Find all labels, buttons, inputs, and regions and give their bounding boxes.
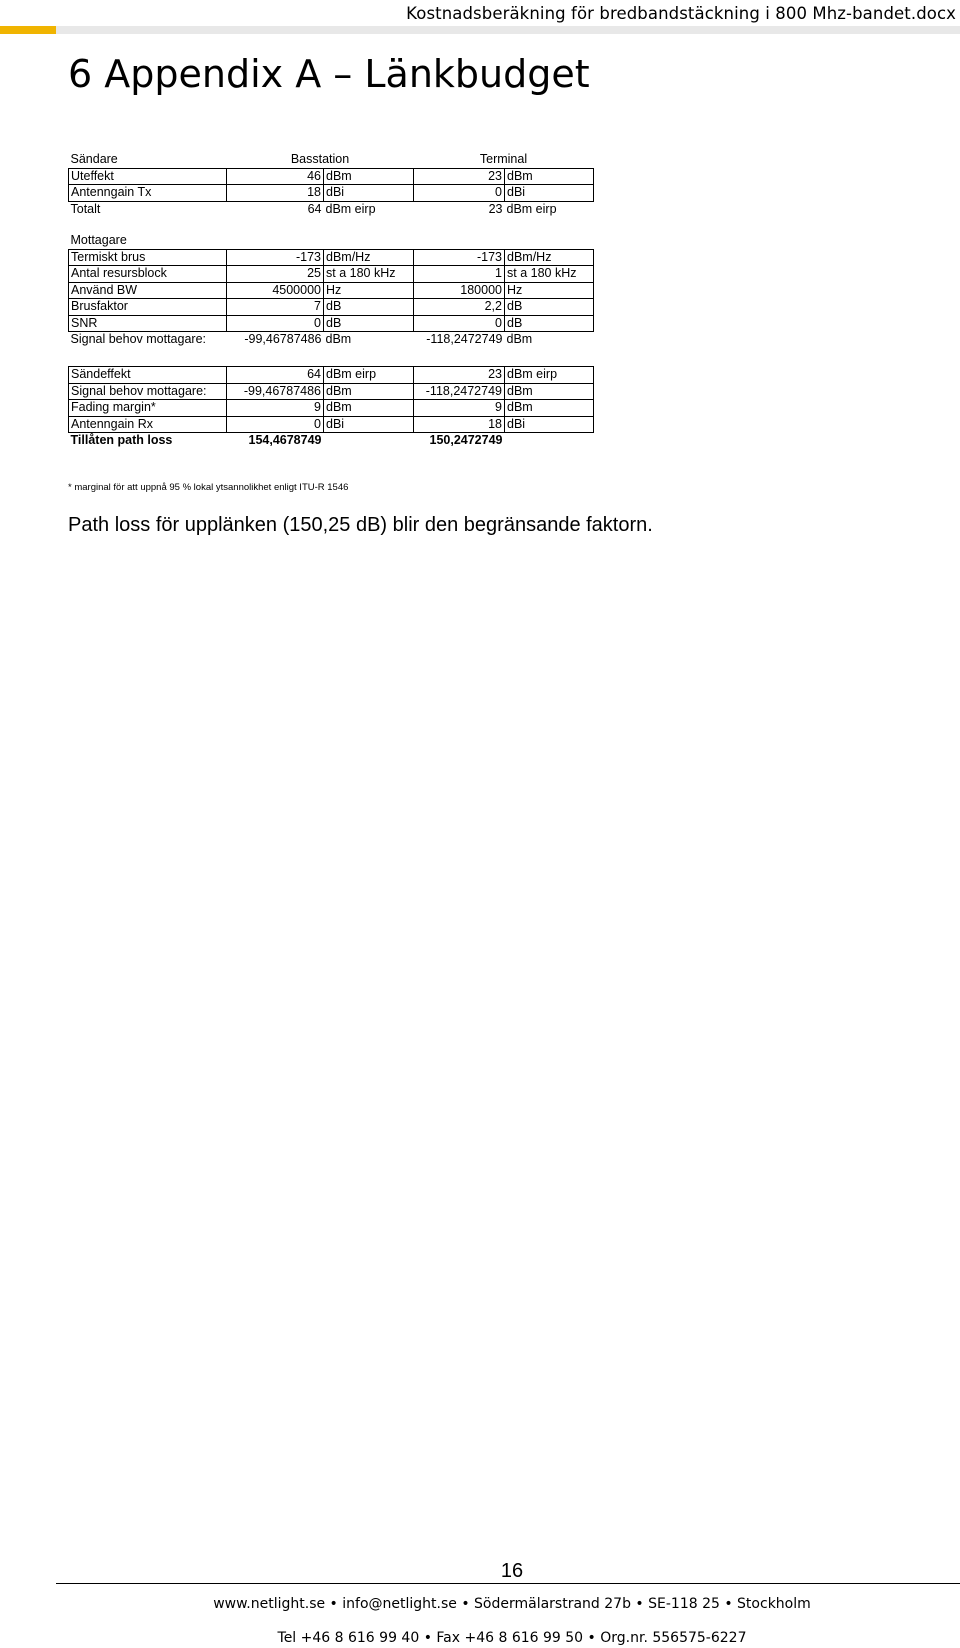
sender-table [68,152,594,217]
header-bar [0,26,960,34]
table-row [69,201,594,217]
row-label: Sändeffekt [69,367,227,384]
result-base-unit [324,433,414,449]
base-unit: dB [324,315,414,332]
footer-contact: www.netlight.se • info@netlight.se • Södermälarstrand 27b • SE-118 25 • Stockholm [213,1596,811,1612]
row-label: Använd BW [69,282,227,299]
base-value: 64 [227,367,324,384]
table-row [69,416,594,433]
terminal-unit: dBm eirp [506,201,557,216]
terminal-unit: dBm eirp [505,367,594,384]
terminal-value: 0 [414,185,505,202]
base-value: 64 [307,201,322,216]
document-title: Kostnadsberäkning för bredbandstäckning i 800 Mhz-bandet.docx [406,4,956,23]
base-value: 7 [227,299,324,316]
result-row [69,433,594,449]
terminal-value: 0 [414,315,505,332]
receiver-header-row [69,233,594,249]
base-unit: dB [324,299,414,316]
terminal-unit: dBm [505,383,594,400]
terminal-value: 9 [414,400,505,417]
conclusion-text: Path loss för upplänken (150,25 dB) blir den begränsande faktorn. [68,514,653,536]
terminal-value: -173 [414,249,505,266]
row-label: Totalt [70,201,101,216]
result-terminal-unit [505,433,594,449]
terminal-unit: dBi [505,416,594,433]
base-unit: dBm [324,168,414,185]
terminal-unit: st a 180 kHz [505,266,594,283]
base-value: -99,46787486 [227,383,324,400]
base-value: 46 [227,168,324,185]
terminal-value: 180000 [414,282,505,299]
terminal-unit: dB [505,299,594,316]
section-heading: 6 Appendix A – Länkbudget [68,52,590,96]
page-number: 16 [500,1560,524,1582]
row-label: Antal resursblock [69,266,227,283]
terminal-value: 1 [414,266,505,283]
base-value: 0 [227,315,324,332]
base-unit: dBi [324,416,414,433]
table-row [69,249,594,266]
base-value: 25 [227,266,324,283]
terminal-unit: dBm [505,168,594,185]
table-row [69,367,594,384]
base-unit: dBm [324,400,414,417]
header-terminal: Terminal [479,152,528,167]
terminal-unit: dBm [506,332,533,347]
base-unit: dBm eirp [324,367,414,384]
row-label: Signal behov mottagare: [69,383,227,400]
table-row [69,282,594,299]
footer-phone: Tel +46 8 616 99 40 • Fax +46 8 616 99 50 • Org.nr. 556575-6227 [277,1630,747,1646]
terminal-value: -118,2472749 [414,383,505,400]
footer-divider [56,1583,960,1584]
table-row [69,168,594,185]
table-row [69,332,594,348]
base-unit: Hz [324,282,414,299]
row-label: Antenngain Tx [69,185,227,202]
terminal-value: 2,2 [414,299,505,316]
table-row [69,299,594,316]
row-label: Signal behov mottagare: [70,332,207,347]
receiver-table [68,233,594,348]
base-value: 4500000 [227,282,324,299]
row-label: SNR [69,315,227,332]
table-row [69,315,594,332]
base-unit: dBm [325,332,352,347]
row-label: Brusfaktor [69,299,227,316]
base-value: 18 [227,185,324,202]
table-row [69,383,594,400]
base-value: -99,46787486 [244,332,322,347]
base-value: -173 [227,249,324,266]
base-unit: dBm/Hz [324,249,414,266]
base-value: 0 [227,416,324,433]
terminal-unit: dB [505,315,594,332]
row-label: Uteffekt [69,168,227,185]
result-label: Tillåten path loss [70,433,173,448]
base-value: 9 [227,400,324,417]
header-base: Basstation [290,152,350,167]
row-label: Fading margin* [69,400,227,417]
table-row [69,185,594,202]
base-unit: st a 180 kHz [324,266,414,283]
row-label: Antenngain Rx [69,416,227,433]
terminal-value: 23 [414,367,505,384]
sender-header-row [69,152,594,168]
pathloss-table [68,366,594,449]
terminal-value: 23 [488,201,503,216]
row-label: Termiskt brus [69,249,227,266]
footnote: * marginal för att uppnå 95 % lokal ytsannolikhet enligt ITU-R 1546 [68,482,349,493]
terminal-unit: dBm [505,400,594,417]
header-accent [0,26,56,34]
base-unit: dBi [324,185,414,202]
table-row [69,266,594,283]
base-unit: dBm eirp [325,201,376,216]
receiver-title: Mottagare [70,233,127,248]
terminal-unit: dBm/Hz [505,249,594,266]
terminal-value: -118,2472749 [426,332,503,347]
table-row [69,400,594,417]
terminal-unit: Hz [505,282,594,299]
result-terminal-value: 150,2472749 [429,433,503,448]
result-base-value: 154,4678749 [248,433,322,448]
terminal-unit: dBi [505,185,594,202]
base-unit: dBm [324,383,414,400]
terminal-value: 18 [414,416,505,433]
header-label: Sändare [70,152,118,167]
terminal-value: 23 [414,168,505,185]
